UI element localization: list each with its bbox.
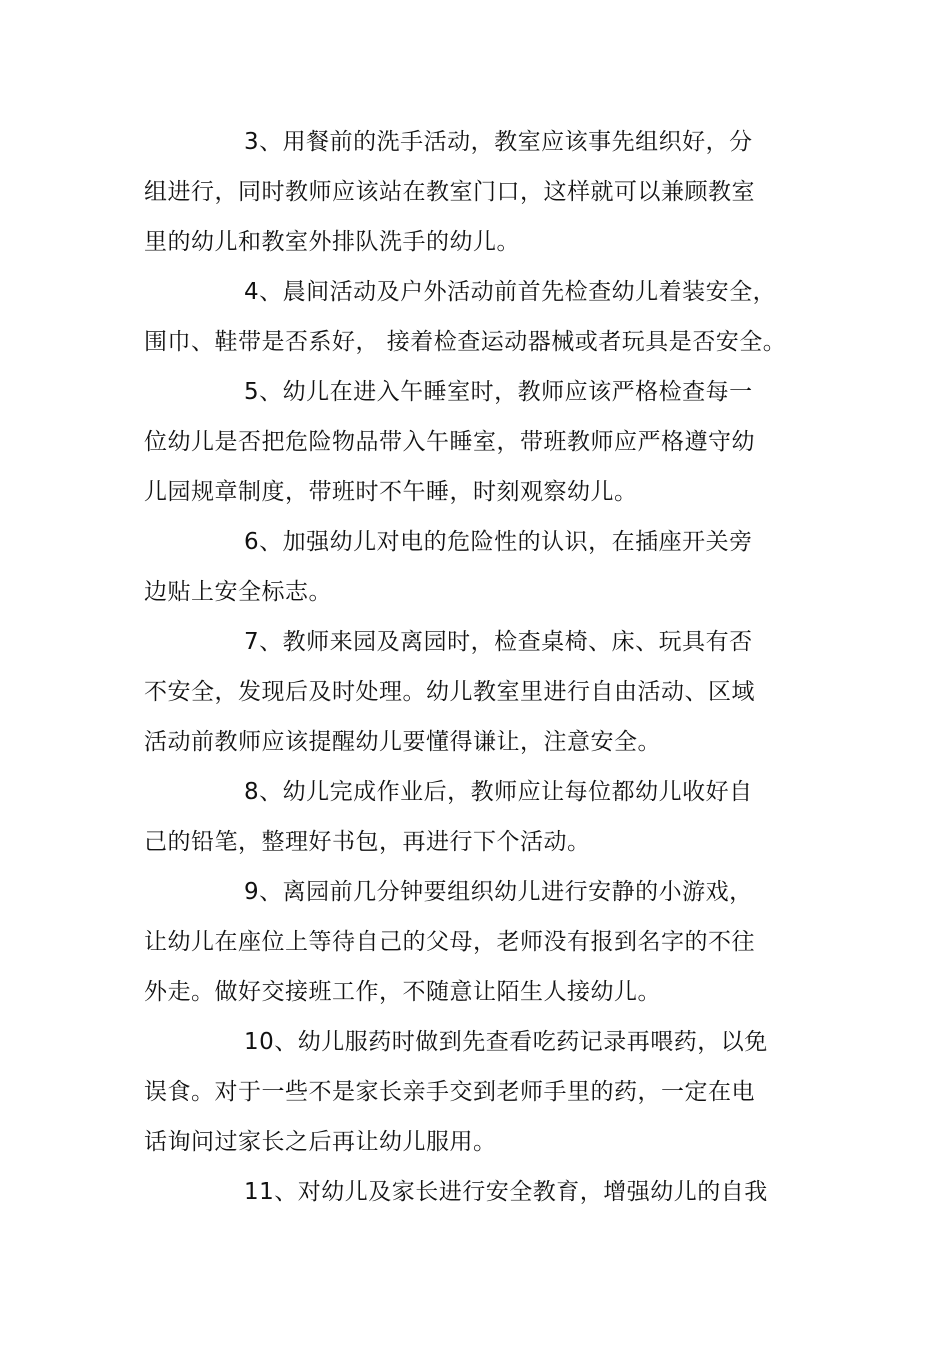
paragraph-9-line-3: 外走。做好交接班工作，不随意让陌生人接幼儿。: [144, 979, 661, 1005]
paragraph-9-line-2: 让幼儿在座位上等待自己的父母，老师没有报到名字的不往: [144, 929, 755, 955]
paragraph-3-line-1: 3、用餐前的洗手活动，教室应该事先组织好，分: [244, 129, 753, 155]
paragraph-8-line-2: 己的铅笔，整理好书包，再进行下个活动。: [144, 829, 591, 855]
paragraph-5-line-3: 儿园规章制度，带班时不午睡，时刻观察幼儿。: [144, 479, 638, 505]
paragraph-10-line-3: 话询问过家长之后再让幼儿服用。: [144, 1129, 497, 1155]
paragraph-3-line-2: 组进行，同时教师应该站在教室门口，这样就可以兼顾教室: [144, 179, 755, 205]
paragraph-10-line-1: 10、幼儿服药时做到先查看吃药记录再喂药，以免: [244, 1029, 768, 1055]
paragraph-11-line-1: 11、对幼儿及家长进行安全教育，增强幼儿的自我: [244, 1179, 768, 1205]
paragraph-3-line-3: 里的幼儿和教室外排队洗手的幼儿。: [144, 229, 520, 255]
paragraph-8-line-1: 8、幼儿完成作业后，教师应让每位都幼儿收好自: [244, 779, 753, 805]
paragraph-4-line-2: 围巾、鞋带是否系好， 接着检查运动器械或者玩具是否安全。: [144, 329, 787, 355]
paragraph-7-line-1: 7、教师来园及离园时，检查桌椅、床、玩具有否: [244, 629, 753, 655]
paragraph-6-line-2: 边贴上安全标志。: [144, 579, 332, 605]
paragraph-7-line-2: 不安全，发现后及时处理。幼儿教室里进行自由活动、区域: [144, 679, 755, 705]
paragraph-10-line-2: 误食。对于一些不是家长亲手交到老师手里的药，一定在电: [144, 1079, 755, 1105]
paragraph-6-line-1: 6、加强幼儿对电的危险性的认识，在插座开关旁: [244, 529, 753, 555]
paragraph-9-line-1: 9、离园前几分钟要组织幼儿进行安静的小游戏，: [244, 879, 753, 905]
paragraph-7-line-3: 活动前教师应该提醒幼儿要懂得谦让，注意安全。: [144, 729, 661, 755]
paragraph-5-line-2: 位幼儿是否把危险物品带入午睡室，带班教师应严格遵守幼: [144, 429, 755, 455]
paragraph-4-line-1: 4、晨间活动及户外活动前首先检查幼儿着装安全，: [244, 279, 777, 305]
paragraph-5-line-1: 5、幼儿在进入午睡室时，教师应该严格检查每一: [244, 379, 753, 405]
